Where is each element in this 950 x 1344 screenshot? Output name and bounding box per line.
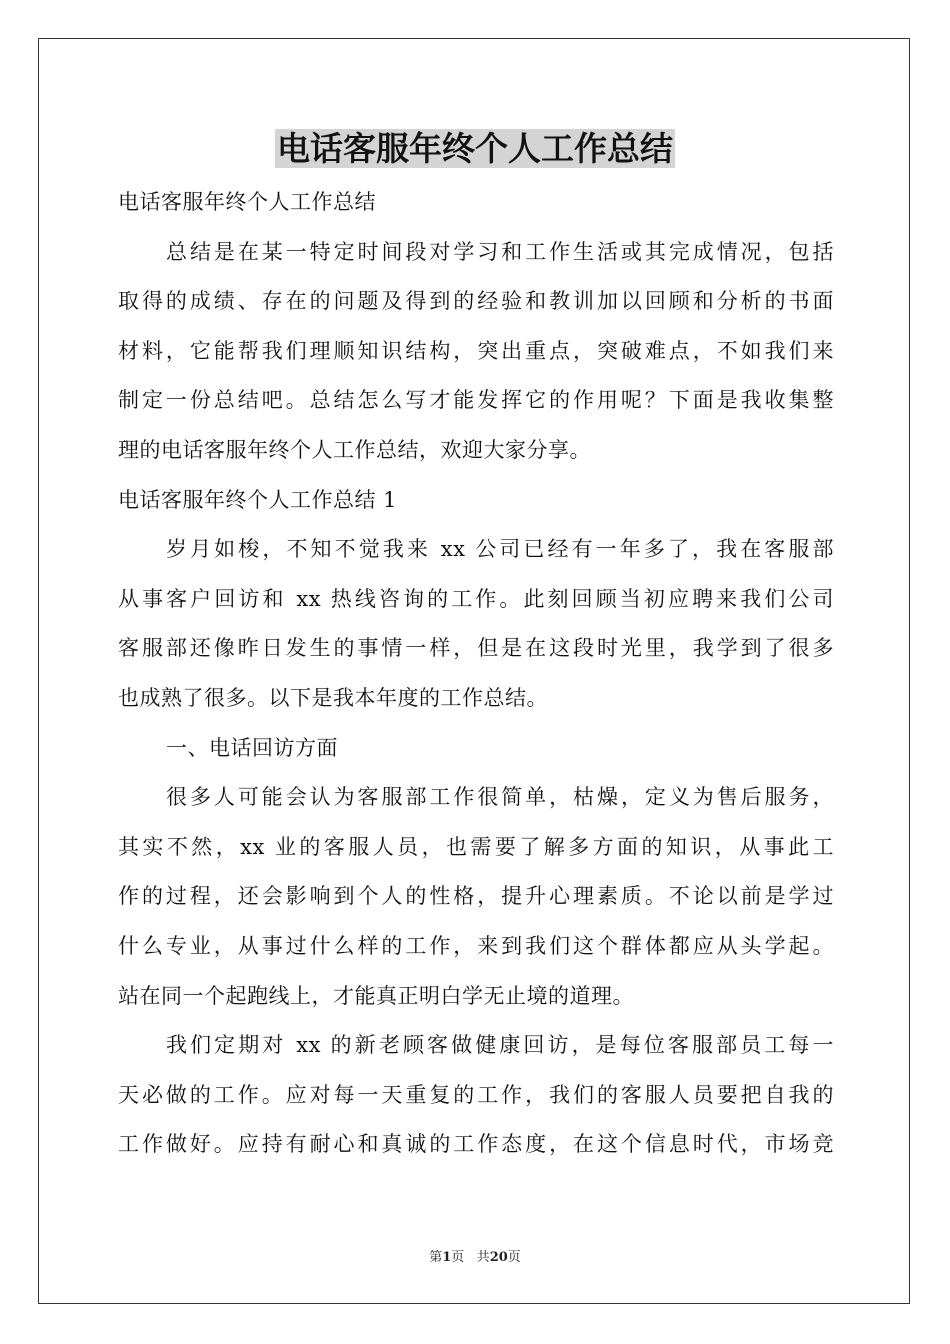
text-line: 客服部还像昨日发生的事情一样，但是在这段时光里，我学到了很多 <box>118 636 834 661</box>
text-line: 工作做好。应持有耐心和真诚的工作态度，在这个信息时代，市场竞 <box>118 1132 834 1157</box>
text-line: 从事客户回访和 xx 热线咨询的工作。此刻回顾当初应聘来我们公司 <box>118 586 834 611</box>
text-line: 电话客服年终个人工作总结 1 <box>118 487 398 512</box>
page-footer <box>0 1246 950 1265</box>
text-line: 天必做的工作。应对每一天重复的工作，我们的客服人员要把自我的 <box>118 1082 834 1107</box>
total-label-prefix: 共 <box>476 1250 490 1265</box>
total-pages: 20 <box>489 1250 508 1265</box>
page-label-suffix: 页 <box>451 1250 465 1265</box>
total-label-suffix: 页 <box>507 1250 521 1265</box>
text-line: 其实不然，xx 业的客服人员，也需要了解多方面的知识，从事此工 <box>118 834 834 859</box>
text-line: 也成熟了很多。以下是我本年度的工作总结。 <box>118 685 548 710</box>
text-line: 理的电话客服年终个人工作总结，欢迎大家分享。 <box>118 437 591 462</box>
text-line: 很多人可能会认为客服部工作很简单，枯燥，定义为售后服务， <box>166 785 834 810</box>
text-line: 什么专业，从事过什么样的工作，来到我们这个群体都应从头学起。 <box>118 933 834 958</box>
text-line: 作的过程，还会影响到个人的性格，提升心理素质。不论以前是学过 <box>118 884 834 909</box>
text-line: 一、电话回访方面 <box>166 735 338 760</box>
document-title-text: 电话客服年终个人工作总结 <box>277 129 673 168</box>
text-line: 制定一份总结吧。总结怎么写才能发挥它的作用呢？下面是我收集整 <box>118 388 834 413</box>
page-number: 1 <box>442 1250 452 1265</box>
document-body <box>118 178 834 1170</box>
text-line: 岁月如梭，不知不觉我来 xx 公司已经有一年多了，我在客服部 <box>166 537 834 562</box>
text-line: 站在同一个起跑线上，才能真正明白学无止境的道理。 <box>118 983 634 1008</box>
text-line: 电话客服年终个人工作总结 <box>118 190 376 214</box>
page-label-prefix: 第 <box>429 1250 443 1265</box>
text-line: 总结是在某一特定时间段对学习和工作生活或其完成情况，包括 <box>166 239 834 264</box>
text-line: 材料，它能帮我们理顺知识结构，突出重点，突破难点，不如我们来 <box>118 338 834 363</box>
text-line: 取得的成绩、存在的问题及得到的经验和教训加以回顾和分析的书面 <box>118 289 834 314</box>
document-title <box>0 124 950 174</box>
text-line: 我们定期对 xx 的新老顾客做健康回访，是每位客服部员工每一 <box>166 1033 834 1058</box>
